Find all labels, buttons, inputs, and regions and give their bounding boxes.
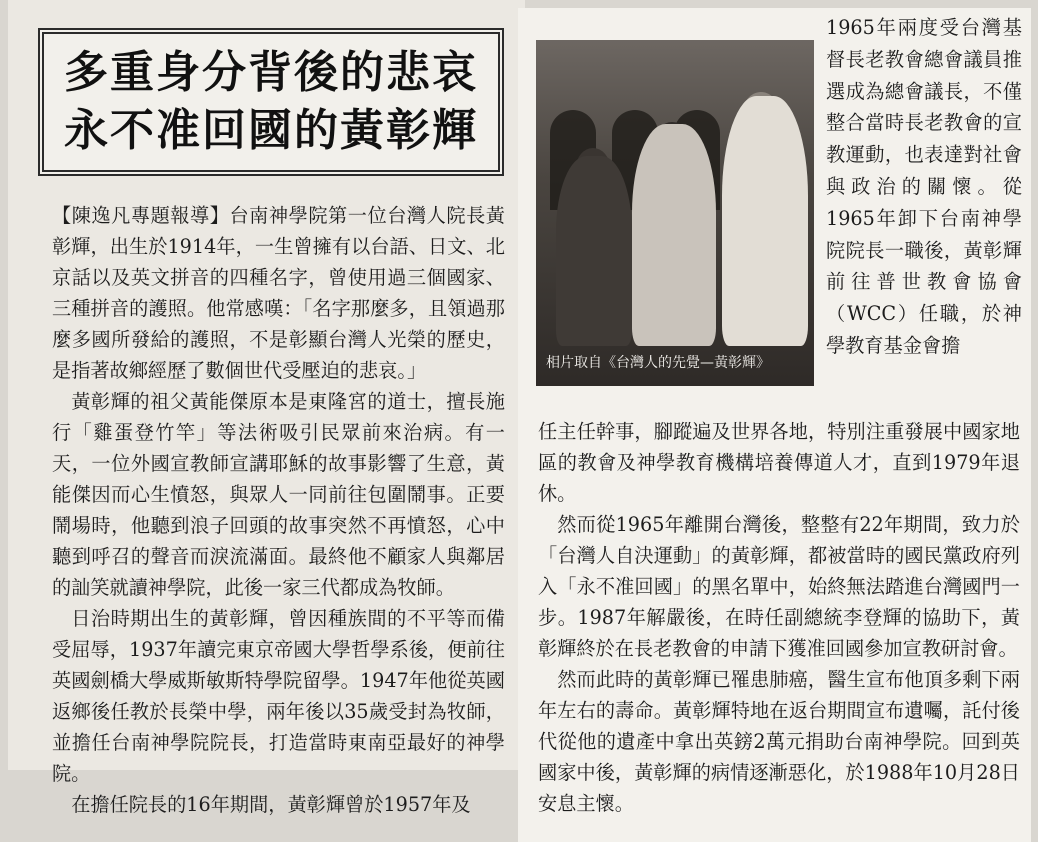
paragraph-wcc: 任主任幹事，腳蹤遍及世界各地，特別注重發展中國家地區的教會及神學教育機構培養傳道人才，直到1979年退休。 <box>538 420 1020 505</box>
photo-credit: 相片取自《台灣人的先覺—黃彰輝》 <box>546 355 770 371</box>
paragraph-final: 然而此時的黃彰輝已罹患肺癌，醫生宣布他頂多剩下兩年左右的壽命。黃彰輝特地在返台期間宣布遺囑，託付後代從他的遺產中拿出英鎊2萬元捐助台南神學院。回到英國家中後，黃彰輝的病情逐漸惡化，於1988年10月28日安息主懷。 <box>538 668 1020 815</box>
paragraph-blacklist: 然而從1965年離開台灣後，整整有22年期間，致力於「台灣人自決運動」的黃彰輝，都被當時的國民黨政府列入「永不准回國」的黑名單中，始終無法踏進台灣國門一步。1987年解嚴後，在時任副總統李登輝的協助下，黃彰輝終於在長老教會的申請下獲准回國參加宣教研討會。 <box>538 513 1020 660</box>
left-column <box>52 200 505 820</box>
paragraph-intro: 【陳逸凡專題報導】台南神學院第一位台灣人院長黃彰輝，出生於1914年，一生曾擁有以台語、日文、北京話以及英文拼音的四種名字，曾使用過三個國家、三種拼音的護照。他常感嘆：「名字那麼多，且領過那麼多國所發給的護照，不是彰顯台灣人光榮的歷史，是指著故鄉經歷了數個世代受壓迫的悲哀。」 <box>52 204 505 382</box>
paragraph-education: 日治時期出生的黃彰輝，曾因種族間的不平等而備受屈辱，1937年讀完東京帝國大學哲學系後，便前往英國劍橋大學威斯敏斯特學院留學。1947年他從英國返鄉後任教於長榮中學，兩年後以35歲受封為牧師，並擔任台南神學院院長，打造當時東南亞最好的神學院。 <box>52 607 505 785</box>
photo-person-left <box>556 156 632 346</box>
photo-caption-column: 1965年兩度受台灣基督長老教會總會議員推選成為總會議長，不僅整合當時長老教會的宣教運動，也表達對社會與政治的關懷。從1965年卸下台南神學院院長一職後，黃彰輝前往普世教會協會（WCC）任職，於神學教育基金會擔 <box>826 16 1022 357</box>
headline-line-2: 永不准回國的黃彰輝 <box>64 105 478 156</box>
headline-box <box>38 28 504 176</box>
photo-person-right <box>722 96 808 346</box>
paragraph-grandfather: 黃彰輝的祖父黃能傑原本是東隆宮的道士，擅長施行「雞蛋登竹竿」等法術吸引民眾前來治病。有一天，一位外國宣教師宣講耶穌的故事影響了生意，黃能傑因而心生憤怒，與眾人一同前往包圍鬧事。正要鬧場時，他聽到浪子回頭的故事突然不再憤怒，心中聽到呼召的聲音而淚流滿面。最終他不顧家人與鄰居的訕笑就讀神學院，此後一家三代都成為牧師。 <box>52 390 505 599</box>
historical-photo <box>536 40 814 386</box>
right-column <box>538 416 1020 819</box>
headline-line-1: 多重身分背後的悲哀 <box>64 47 478 98</box>
paragraph-tenure: 在擔任院長的16年期間，黃彰輝曾於1957年及 <box>71 793 471 816</box>
photo-person-middle <box>632 124 716 346</box>
